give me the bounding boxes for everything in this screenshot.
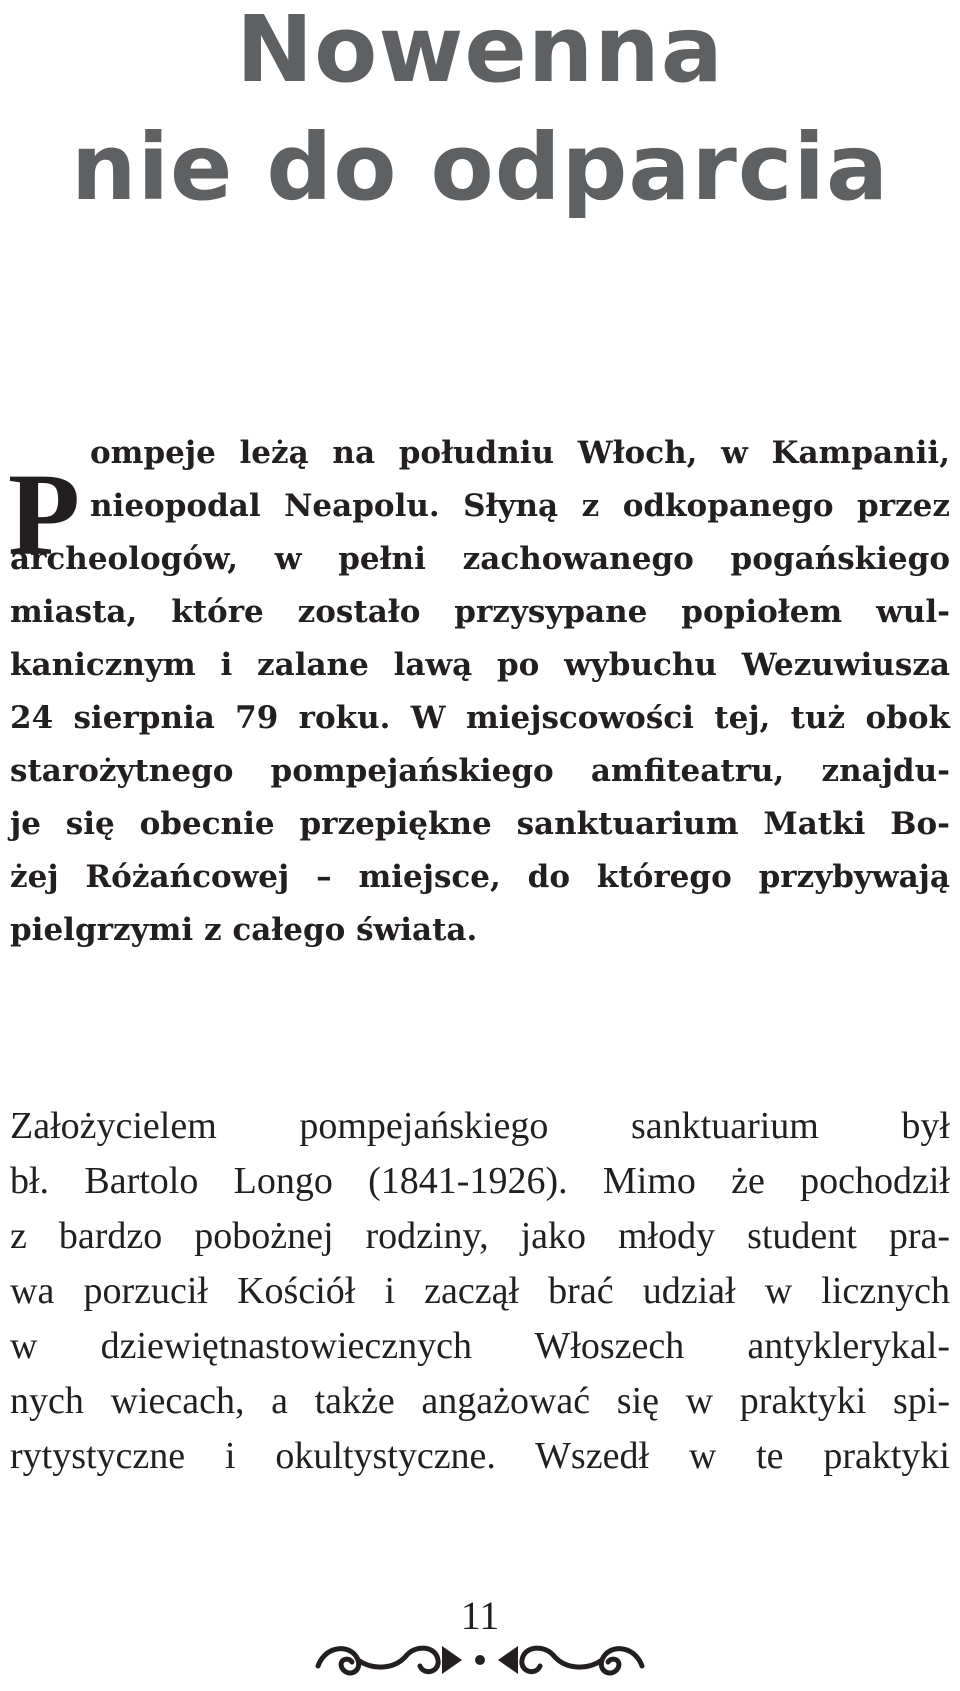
page-title-line-2: nie do odparcia [70,114,890,221]
paragraph-1-line: ompeje leżą na południu Włoch, w Kampanii, [90,435,950,471]
paragraph-1-line: archeologów, w pełni zachowanego pogańskiego [10,541,950,577]
paragraph-2-line: bł. Bartolo Longo (1841-1926). Mimo że pochodził [10,1160,950,1202]
paragraph-1-line: nieopodal Neapolu. Słyną z odkopanego przez [90,488,950,524]
paragraph-2-line: rytystyczne i okultystyczne. Wszedł w te praktyki [10,1435,950,1477]
paragraph-2-line: w dziewiętnastowiecznych Włoszech antyklerykal- [10,1325,950,1367]
paragraph-1-line: kanicznym i zalane lawą po wybuchu Wezuwiusza [10,647,950,683]
paragraph-2-line: wa porzucił Kościół i zaczął brać udział w licznych [10,1270,950,1312]
page-number: 11 [460,1593,500,1638]
paragraph-1-line: miasta, które zostało przysypane popiołem wul- [10,594,950,630]
paragraph-1-line: żej Różańcowej – miejsce, do którego przybywają [10,859,950,895]
paragraph-2-line: Założycielem pompejańskiego sanktuarium był [10,1105,950,1147]
paragraph-1-line: 24 sierpnia 79 roku. W miejscowości tej, tuż obok [10,700,950,736]
scroll-ornament-icon [312,1636,648,1682]
page-title-line-1: Nowenna [236,0,724,103]
paragraph-2-line: nych wiecach, a także angażować się w praktyki spi- [10,1380,950,1422]
drop-cap: P [8,449,81,580]
paragraph-1-line: je się obecnie przepiękne sanktuarium Matki Bo- [10,806,950,842]
paragraph-1-line: pielgrzymi z całego świata. [10,912,478,948]
paragraph-2-line: z bardzo pobożnej rodziny, jako młody student pra- [10,1215,950,1257]
paragraph-1-line: starożytnego pompejańskiego amfiteatru, znajdu- [10,753,950,789]
